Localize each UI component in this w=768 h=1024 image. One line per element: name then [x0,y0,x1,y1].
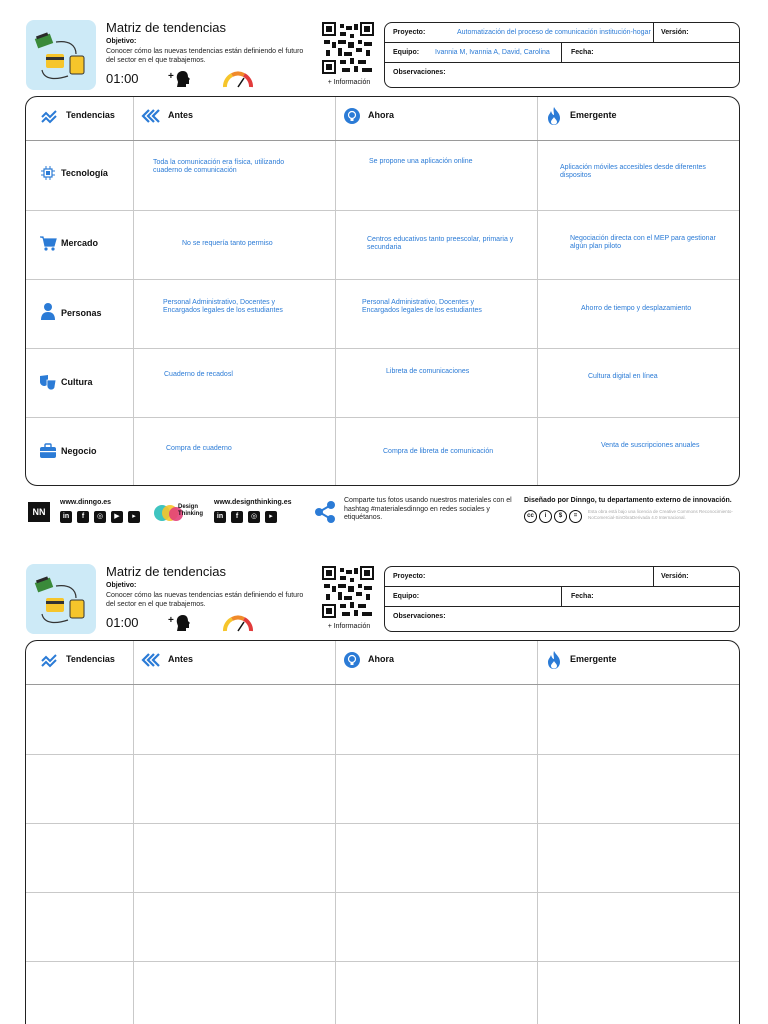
cell-negocio-antes[interactable]: Compra de cuaderno [166,445,232,452]
project-value[interactable]: Automatización del proceso de comunicación institución-hogar [457,29,651,36]
date-label: Fecha: [571,49,594,56]
youtube-icon[interactable]: ▶ [111,511,123,523]
row-label-negocio: Negocio [61,446,97,456]
observations-label: Observaciones: [393,613,446,620]
cell-tecnologia-ahora[interactable]: Se propone una aplicación online [369,158,473,165]
theater-masks-icon [39,373,57,391]
objective-text: Conocer cómo las nuevas tendencias están definiendo el futuro del sector en el que trabajemos. [106,592,304,608]
cell-personas-antes[interactable]: Personal Administrativo, Docentes y Encargados legales de los estudiantes [163,299,283,314]
column-header-tendencias: Tendencias [66,110,115,120]
row-label-cultura: Cultura [61,377,93,387]
page-title: Matriz de tendencias [106,20,226,35]
project-info-box [384,566,740,632]
objective-label: Objetivo: [106,38,137,45]
facebook-icon[interactable]: f [77,511,89,523]
rewind-icon [140,651,162,669]
version-label: Versión: [661,573,689,580]
instagram-icon[interactable]: ◎ [94,511,106,523]
qr-info-label[interactable]: + Información [327,79,371,86]
cell-personas-emergente[interactable]: Ahorro de tiempo y desplazamiento [581,305,692,312]
team-row [385,43,739,63]
column-header-ahora: Ahora [368,654,395,664]
qr-info-label[interactable]: + Información [327,623,371,630]
date-label: Fecha: [571,593,594,600]
dinngo-logo[interactable]: NN [28,502,50,522]
column-header-emergente: Emergente [570,654,617,664]
dt-social-icons [214,511,277,523]
trend-matrix-grid [25,640,740,1024]
trends-icon [40,107,58,125]
project-label: Proyecto: [393,29,426,36]
qr-code-icon[interactable] [322,22,374,74]
by-icon: i [539,510,552,523]
cell-mercado-ahora[interactable]: Centros educativos tanto preescolar, primaria y secundaria [367,236,514,251]
project-label: Proyecto: [393,573,426,580]
nd-icon: = [569,510,582,523]
team-label: Equipo: [393,593,420,600]
team-value[interactable]: Ivannia M, Ivannia A, David, Carolina [435,49,550,56]
cell-cultura-antes[interactable]: Cuaderno de recadosl [164,371,233,378]
head-icon [175,614,191,632]
cell-cultura-emergente[interactable]: Cultura digital en línea [588,373,658,380]
design-thinking-logo-text: Design Thinking [178,504,203,517]
video-icon[interactable]: ▸ [128,511,140,523]
cell-negocio-emergente[interactable]: Venta de suscripciones anuales [601,442,700,449]
linkedin-icon[interactable]: in [214,511,226,523]
license-text: Esta obra está bajo una licencia de Creative Commons Reconocimiento-NoComercial-SinObraDerivada 4.0 Internacional. [588,509,733,520]
head-icon [175,70,191,88]
qr-code-icon[interactable] [322,566,374,618]
people-plus: + [168,71,174,82]
observations-label: Observaciones: [393,69,446,76]
lightbulb-icon [343,651,361,669]
column-header-emergente: Emergente [570,110,617,120]
column-header-tendencias: Tendencias [66,654,115,664]
chip-icon [39,164,57,182]
designthinking-url-link[interactable]: www.designthinking.es [214,499,292,506]
nc-icon: $ [554,510,567,523]
row-label-mercado: Mercado [61,238,99,248]
creative-commons-icons [524,510,582,523]
version-label: Versión: [661,29,689,36]
project-row [385,567,739,587]
dinngo-social-icons [60,511,140,523]
trend-matrix-grid [25,96,740,486]
people-plus: + [168,615,174,626]
matrix-logo-icon [26,20,96,90]
team-label: Equipo: [393,49,420,56]
cell-mercado-emergente[interactable]: Negociación directa con el MEP para gestionar algún plan piloto [570,235,716,250]
observations-row [385,607,739,627]
cell-personas-ahora[interactable]: Personal Administrativo, Docentes y Encargados legales de los estudiantes [362,299,482,314]
cell-mercado-antes[interactable]: No se requería tanto permiso [182,240,273,247]
cart-icon [39,234,57,252]
share-icon[interactable] [314,500,336,524]
share-text: Comparte tus fotos usando nuestros materiales con el hashtag #materialesdinngo en redes sociales y etiquétanos. [344,497,512,521]
column-header-antes: Antes [168,654,194,664]
project-info-box [384,22,740,88]
lightbulb-icon [343,107,361,125]
time-value: 01:00 [106,71,139,86]
fire-icon [544,106,564,126]
team-row [385,587,739,607]
instagram-icon[interactable]: ◎ [248,511,260,523]
fire-icon [544,650,564,670]
matrix-logo-icon [26,564,96,634]
rewind-icon [140,107,162,125]
twitter-icon[interactable]: ▸ [265,511,277,523]
difficulty-gauge-icon [222,70,254,88]
cell-negocio-ahora[interactable]: Compra de libreta de comunicación [383,448,494,455]
designed-by-text: Diseñado por Dinngo, tu departamento externo de innovación. [524,497,732,504]
cell-cultura-ahora[interactable]: Libreta de comunicaciones [386,368,470,375]
linkedin-icon[interactable]: in [60,511,72,523]
row-label-personas: Personas [61,308,102,318]
objective-text: Conocer cómo las nuevas tendencias están definiendo el futuro del sector en el que trabajemos. [106,48,304,64]
briefcase-icon [39,442,57,460]
cell-tecnologia-emergente[interactable]: Aplicación móviles accesibles desde diferentes dispositos [560,164,706,179]
page-title: Matriz de tendencias [106,564,226,579]
person-icon [39,302,57,320]
objective-label: Objetivo: [106,582,137,589]
time-value: 01:00 [106,615,139,630]
trends-icon [40,651,58,669]
footer [0,494,768,534]
column-header-antes: Antes [168,110,194,120]
row-label-tecnologia: Tecnología [61,168,108,178]
observations-row [385,63,739,83]
dinngo-url-link[interactable]: www.dinngo.es [60,499,112,506]
difficulty-gauge-icon [222,614,254,632]
project-row [385,23,739,43]
column-header-ahora: Ahora [368,110,395,120]
facebook-icon[interactable]: f [231,511,243,523]
cell-tecnologia-antes[interactable]: Toda la comunicación era física, utilizando cuaderno de comunicación [153,159,285,174]
cc-icon: cc [524,510,537,523]
